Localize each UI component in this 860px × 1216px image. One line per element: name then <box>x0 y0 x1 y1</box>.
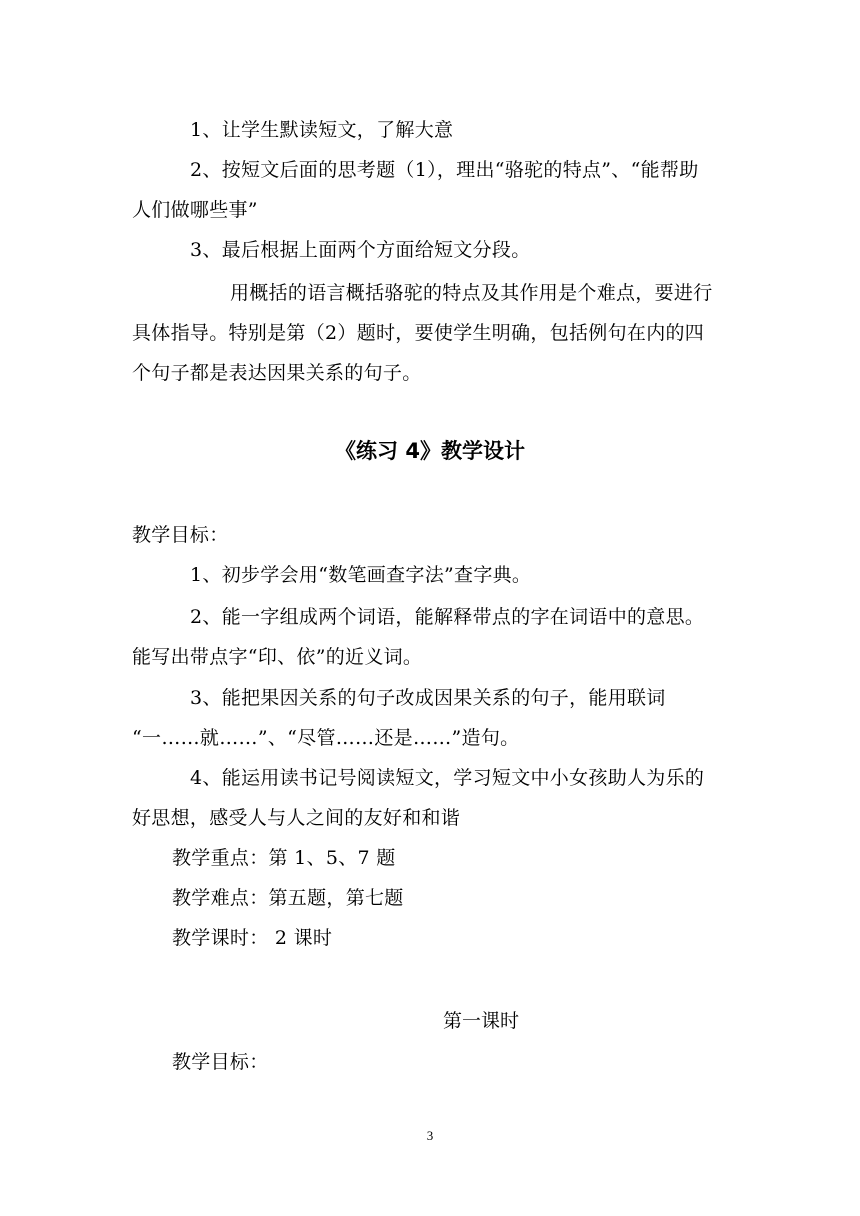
goal-2-continued: 能写出带点字“印、依”的近义词。 <box>132 646 423 668</box>
goal-2: 2、能一字组成两个词语，能解释带点的字在词语中的意思。 <box>190 606 705 628</box>
difficulty-paragraph-line-1: 用概括的语言概括骆驼的特点及其作用是个难点，要进行 <box>230 282 713 304</box>
teaching-difficulty: 教学难点：第五题，第七题 <box>172 887 404 909</box>
section-title: 《练习 4》教学设计 <box>335 439 525 463</box>
step-1: 1、让学生默读短文，了解大意 <box>190 119 454 141</box>
teaching-goals-heading: 教学目标： <box>132 524 229 546</box>
step-3: 3、最后根据上面两个方面给短文分段。 <box>190 239 531 261</box>
first-lesson-heading: 第一课时 <box>443 1010 520 1032</box>
goal-4-continued: 好思想，感受人与人之间的友好和和谐 <box>132 807 461 829</box>
difficulty-paragraph-line-3: 个句子都是表达因果关系的句子。 <box>132 362 422 384</box>
goal-3: 3、能把果因关系的句子改成因果关系的句子，能用联词 <box>190 687 666 709</box>
difficulty-paragraph-line-2: 具体指导。特别是第（2）题时，要使学生明确，包括例句在内的四 <box>132 322 705 344</box>
goal-1: 1、初步学会用“数笔画查字法”查字典。 <box>190 564 532 586</box>
teaching-focus: 教学重点：第 1、5、7 题 <box>172 847 396 869</box>
step-2-continued: 人们做哪些事” <box>132 199 258 221</box>
step-2: 2、按短文后面的思考题（1），理出“骆驼的特点”、“能帮助 <box>190 159 699 181</box>
page-number: 3 <box>426 1128 434 1143</box>
teaching-hours: 教学课时： 2 课时 <box>172 927 333 949</box>
goal-3-continued: “一……就……”、“尽管……还是……”造句。 <box>132 727 520 749</box>
goal-4: 4、能运用读书记号阅读短文，学习短文中小女孩助人为乐的 <box>190 767 705 789</box>
lesson-goals-heading: 教学目标： <box>172 1051 269 1073</box>
